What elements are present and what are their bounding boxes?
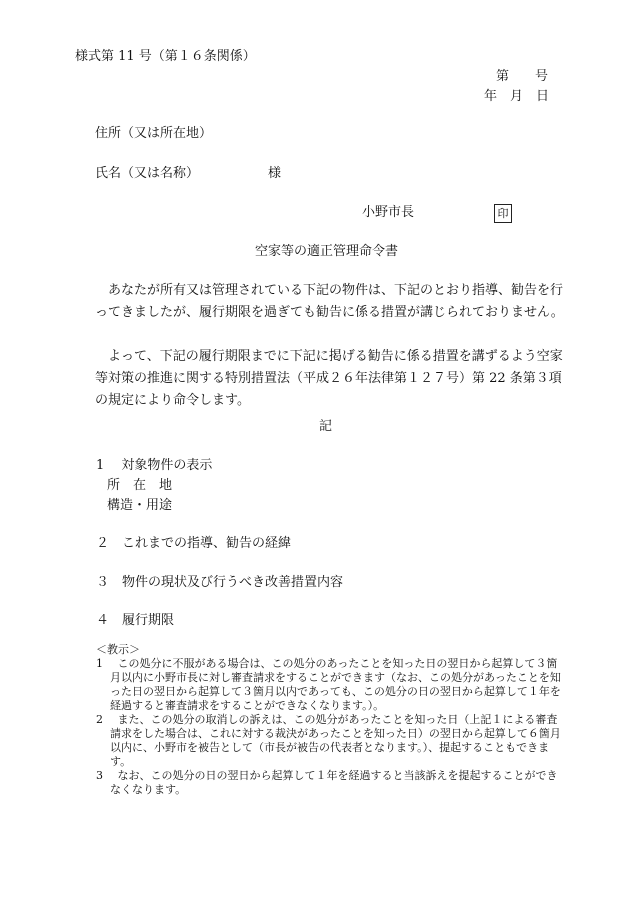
honorific: 様 bbox=[268, 166, 282, 181]
item-2: ２ これまでの指導、勧告の経緯 bbox=[96, 536, 292, 551]
form-number: 様式第 11 号（第１６条関係） bbox=[75, 49, 256, 64]
ki-heading: 記 bbox=[319, 419, 333, 434]
item-3: ３ 物件の現状及び行うべき改善措置内容 bbox=[96, 575, 344, 590]
address-label: 住所（又は所在地） bbox=[95, 126, 213, 141]
document-date: 年 月 日 bbox=[484, 89, 550, 104]
notice-header: ＜教示＞ bbox=[96, 643, 140, 656]
seal-mark: 印 bbox=[494, 204, 512, 223]
document-title: 空家等の適正管理命令書 bbox=[255, 244, 399, 259]
document-number: 第 号 bbox=[496, 69, 549, 84]
item-4: ４ 履行期限 bbox=[96, 613, 175, 628]
notice-item-3: 3 なお、この処分の日の翌日から起算して１年を経過すると当該訴えを提起することができなくなります。 bbox=[96, 769, 558, 796]
body-paragraph-1: あなたが所有又は管理されている下記の物件は、下記のとおり指導、勧告を行ってきましたが、履行期限を過ぎても勧告に係る措置が講じられておりません。 bbox=[95, 283, 564, 320]
body-paragraph-2: よって、下記の履行期限までに下記に掲げる勧告に係る措置を講ずるよう空家等対策の推進に関する特別措置法（平成２６年法律第１２７号）第 22 条第３項の規定により命令します。 bbox=[95, 349, 563, 408]
issuer-title: 小野市長 bbox=[362, 205, 415, 220]
notice-item-2: 2 また、この処分の取消しの訴えは、この処分があったことを知った日（上記１による審査請求をした場合は、これに対する裁決があったことを知った日）の翌日から起算して６箇月以内に、小野市を被告として（市長が被告の代表者となります。）、提起することもできます。 bbox=[96, 713, 561, 768]
name-label: 氏名（又は名称） bbox=[95, 166, 200, 181]
item-1-structure: 構造・用途 bbox=[107, 498, 173, 513]
item-1: 1 対象物件の表示 bbox=[96, 458, 213, 473]
item-1-location: 所 在 地 bbox=[107, 478, 173, 493]
notice-section bbox=[96, 643, 566, 797]
notice-item-1: 1 この処分に不服がある場合は、この処分のあったことを知った日の翌日から起算して３箇月以内に小野市長に対し審査請求をすることができます（なお、この処分があったことを知った日の翌日から起算して３箇月以内であっても、この処分の日の翌日から起算して１年を経過すると審査請求をすることができなくなります。）。 bbox=[96, 657, 561, 712]
